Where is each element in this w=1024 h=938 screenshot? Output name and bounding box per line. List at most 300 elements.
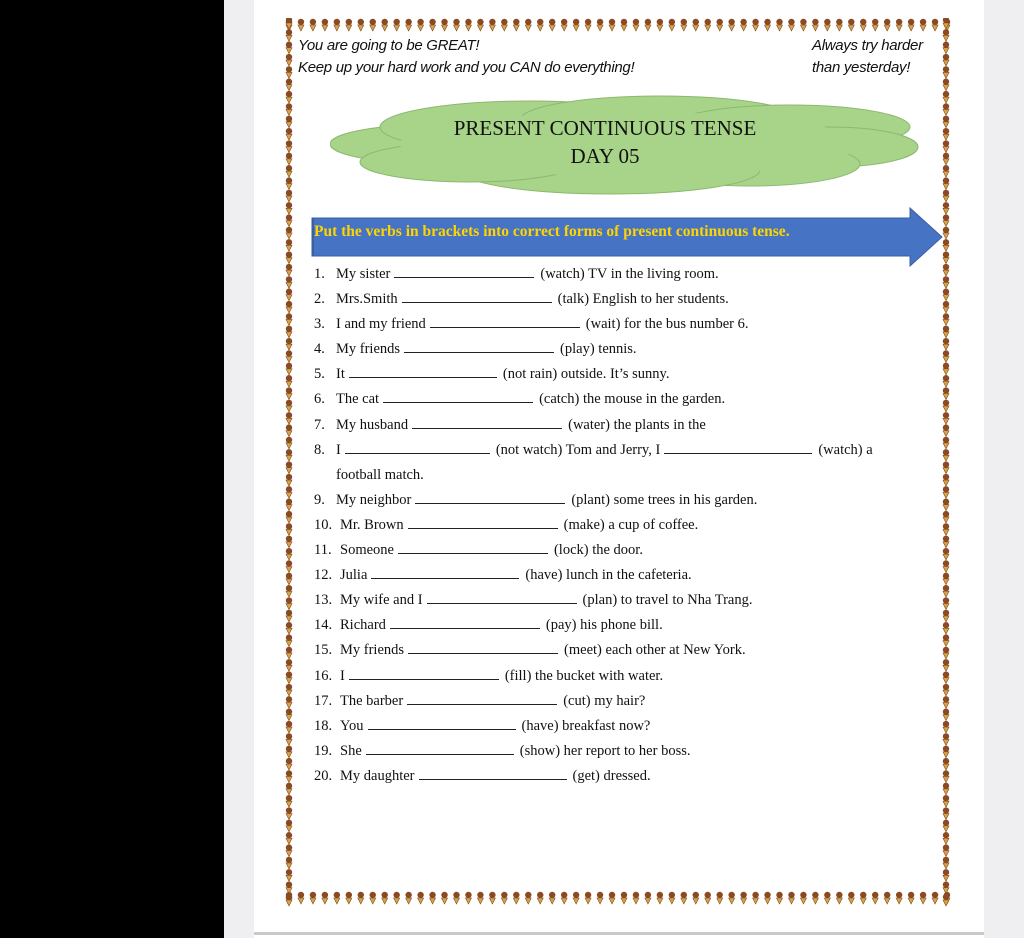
ice-cream-cone-icon bbox=[788, 19, 794, 31]
exercise-item bbox=[314, 337, 934, 362]
ice-cream-cone-icon bbox=[705, 19, 711, 31]
ice-cream-cone-icon bbox=[537, 19, 543, 31]
ice-cream-cone-icon bbox=[286, 548, 292, 560]
ice-cream-cone-icon bbox=[286, 869, 292, 881]
ice-cream-cone-icon bbox=[453, 892, 459, 904]
exercise-subject: My husband bbox=[336, 416, 409, 433]
answer-blank[interactable] bbox=[408, 514, 558, 529]
ice-cream-cone-icon bbox=[943, 474, 949, 486]
exercise-subject: My neighbor bbox=[336, 491, 412, 508]
ice-cream-cone-icon bbox=[537, 892, 543, 904]
exercise-continuation-text: football match. bbox=[336, 466, 424, 483]
ice-cream-cone-icon bbox=[824, 892, 830, 904]
exercise-number: 4. bbox=[314, 341, 325, 358]
ice-cream-cone-icon bbox=[740, 892, 746, 904]
ice-cream-cone-icon bbox=[286, 153, 292, 165]
ice-cream-cone-icon bbox=[286, 709, 292, 721]
ice-cream-cone-icon bbox=[286, 54, 292, 66]
ice-cream-cone-icon bbox=[286, 560, 292, 572]
ice-cream-cone-icon bbox=[286, 820, 292, 832]
answer-blank[interactable] bbox=[349, 363, 497, 378]
exercise-item bbox=[314, 438, 934, 463]
answer-blank[interactable] bbox=[398, 539, 548, 554]
ice-cream-cone-icon bbox=[943, 783, 949, 795]
ice-cream-cone-icon bbox=[286, 190, 292, 202]
answer-blank[interactable] bbox=[371, 564, 519, 579]
exercise-number: 14. bbox=[314, 617, 333, 634]
ice-cream-cone-icon bbox=[441, 892, 447, 904]
ice-cream-cone-icon bbox=[943, 573, 949, 585]
ice-cream-cone-icon bbox=[286, 795, 292, 807]
ice-cream-cone-icon bbox=[585, 892, 591, 904]
answer-blank[interactable] bbox=[408, 639, 558, 654]
ice-cream-cone-icon bbox=[286, 165, 292, 177]
ice-cream-cone-icon bbox=[943, 437, 949, 449]
exercise-number: 1. bbox=[314, 266, 325, 282]
ice-cream-cone-icon bbox=[477, 892, 483, 904]
answer-blank[interactable] bbox=[402, 288, 552, 303]
exercise-item bbox=[314, 689, 934, 714]
ice-cream-cone-icon bbox=[286, 264, 292, 276]
ice-cream-cone-icon bbox=[286, 474, 292, 486]
cone-border-right bbox=[940, 18, 952, 907]
answer-blank[interactable] bbox=[415, 489, 565, 504]
ice-cream-cone-icon bbox=[573, 892, 579, 904]
ice-cream-cone-icon bbox=[286, 857, 292, 869]
ice-cream-cone-icon bbox=[561, 19, 567, 31]
motto-right-line1: Always try harder bbox=[812, 37, 923, 54]
exercise-item bbox=[314, 563, 934, 588]
motto-right-line2: than yesterday! bbox=[812, 59, 911, 76]
ice-cream-cone-icon bbox=[346, 19, 352, 31]
ice-cream-cone-icon bbox=[740, 19, 746, 31]
ice-cream-cone-icon bbox=[370, 892, 376, 904]
ice-cream-cone-icon bbox=[943, 585, 949, 597]
ice-cream-cone-icon bbox=[943, 894, 949, 906]
ice-cream-cone-icon bbox=[453, 19, 459, 31]
ice-cream-cone-icon bbox=[943, 881, 949, 893]
exercise-item bbox=[314, 538, 934, 563]
ice-cream-cone-icon bbox=[943, 66, 949, 78]
exercise-number: 20. bbox=[314, 767, 333, 784]
ice-cream-cone-icon bbox=[286, 116, 292, 128]
ice-cream-cone-icon bbox=[943, 733, 949, 745]
ice-cream-cone-icon bbox=[286, 350, 292, 362]
page-edge bbox=[254, 932, 984, 935]
ice-cream-cone-icon bbox=[681, 19, 687, 31]
ice-cream-cone-icon bbox=[943, 671, 949, 683]
ice-cream-cone-icon bbox=[286, 424, 292, 436]
ice-cream-cone-icon bbox=[943, 770, 949, 782]
ice-cream-cone-icon bbox=[681, 892, 687, 904]
ice-cream-cone-icon bbox=[286, 536, 292, 548]
exercise-number: 12. bbox=[314, 567, 333, 584]
ice-cream-cone-icon bbox=[943, 116, 949, 128]
exercise-verb-hint: (catch) the mouse in the garden. bbox=[539, 391, 726, 408]
ice-cream-cone-icon bbox=[286, 733, 292, 745]
ice-cream-cone-icon bbox=[405, 19, 411, 31]
ice-cream-cone-icon bbox=[393, 892, 399, 904]
ice-cream-cone-icon bbox=[943, 165, 949, 177]
ice-cream-cone-icon bbox=[286, 449, 292, 461]
ice-cream-cone-icon bbox=[776, 19, 782, 31]
ice-cream-cone-icon bbox=[943, 622, 949, 634]
ice-cream-cone-icon bbox=[286, 696, 292, 708]
ice-cream-cone-icon bbox=[286, 375, 292, 387]
ice-cream-cone-icon bbox=[298, 19, 304, 31]
ice-cream-cone-icon bbox=[525, 892, 531, 904]
ice-cream-cone-icon bbox=[286, 770, 292, 782]
ice-cream-cone-icon bbox=[943, 832, 949, 844]
exercise-verb-hint: (pay) his phone bill. bbox=[545, 617, 663, 634]
ice-cream-cone-icon bbox=[645, 19, 651, 31]
ice-cream-cone-icon bbox=[477, 19, 483, 31]
exercise-number: 3. bbox=[314, 316, 325, 333]
ice-cream-cone-icon bbox=[896, 892, 902, 904]
worksheet-title: PRESENT CONTINUOUS TENSE bbox=[453, 116, 757, 140]
ice-cream-cone-icon bbox=[286, 894, 292, 906]
ice-cream-cone-icon bbox=[346, 892, 352, 904]
ice-cream-cone-icon bbox=[943, 153, 949, 165]
instruction-text: Put the verbs in brackets into correct forms of present continuous tense. bbox=[314, 223, 790, 240]
ice-cream-cone-icon bbox=[943, 486, 949, 498]
exercise-verb-hint: (meet) each other at New York. bbox=[564, 642, 746, 659]
ice-cream-cone-icon bbox=[812, 19, 818, 31]
ice-cream-cone-icon bbox=[513, 19, 519, 31]
ice-cream-cone-icon bbox=[286, 103, 292, 115]
ice-cream-cone-icon bbox=[286, 684, 292, 696]
ice-cream-cone-icon bbox=[693, 892, 699, 904]
exercise-item bbox=[314, 664, 934, 689]
exercise-item bbox=[314, 362, 934, 387]
ice-cream-cone-icon bbox=[943, 301, 949, 313]
exercise-continuation bbox=[314, 463, 934, 488]
exercise-item bbox=[314, 413, 934, 438]
motto-left bbox=[298, 35, 634, 79]
ice-cream-cone-icon bbox=[943, 177, 949, 189]
ice-cream-cone-icon bbox=[286, 326, 292, 338]
ice-cream-cone-icon bbox=[943, 548, 949, 560]
answer-blank[interactable] bbox=[383, 388, 533, 403]
ice-cream-cone-icon bbox=[943, 18, 949, 29]
exercise-verb-hint: (get) dressed. bbox=[572, 767, 651, 784]
ice-cream-cone-icon bbox=[943, 647, 949, 659]
ice-cream-cone-icon bbox=[286, 202, 292, 214]
ice-cream-cone-icon bbox=[334, 892, 340, 904]
ice-cream-cone-icon bbox=[932, 19, 938, 31]
ice-cream-cone-icon bbox=[501, 892, 507, 904]
exercise-item bbox=[314, 613, 934, 638]
exercise-subject: Mrs.Smith bbox=[336, 291, 398, 308]
ice-cream-cone-icon bbox=[286, 758, 292, 770]
ice-cream-cone-icon bbox=[943, 289, 949, 301]
ice-cream-cone-icon bbox=[286, 338, 292, 350]
ice-cream-cone-icon bbox=[943, 190, 949, 202]
exercise-item bbox=[314, 262, 934, 287]
exercise-item bbox=[314, 739, 934, 764]
exercise-subject: Julia bbox=[340, 567, 368, 584]
ice-cream-cone-icon bbox=[286, 881, 292, 893]
ice-cream-cone-icon bbox=[393, 19, 399, 31]
ice-cream-cone-icon bbox=[657, 892, 663, 904]
ice-cream-cone-icon bbox=[286, 177, 292, 189]
ice-cream-cone-icon bbox=[716, 892, 722, 904]
ice-cream-cone-icon bbox=[286, 400, 292, 412]
answer-blank[interactable] bbox=[349, 665, 499, 680]
exercise-list bbox=[314, 262, 934, 789]
ice-cream-cone-icon bbox=[884, 892, 890, 904]
ice-cream-cone-icon bbox=[943, 560, 949, 572]
exercise-verb-hint: (play) tennis. bbox=[560, 341, 637, 358]
ice-cream-cone-icon bbox=[943, 684, 949, 696]
exercise-subject: The cat bbox=[336, 391, 380, 408]
exercise-item bbox=[314, 287, 934, 312]
ice-cream-cone-icon bbox=[943, 449, 949, 461]
answer-blank[interactable] bbox=[345, 439, 490, 454]
ice-cream-cone-icon bbox=[286, 66, 292, 78]
exercise-number: 7. bbox=[314, 416, 325, 433]
exercise-item bbox=[314, 714, 934, 739]
ice-cream-cone-icon bbox=[549, 19, 555, 31]
left-black-area bbox=[0, 0, 224, 938]
ice-cream-cone-icon bbox=[908, 19, 914, 31]
ice-cream-cone-icon bbox=[286, 721, 292, 733]
ice-cream-cone-icon bbox=[943, 91, 949, 103]
ice-cream-cone-icon bbox=[932, 892, 938, 904]
ice-cream-cone-icon bbox=[860, 19, 866, 31]
ice-cream-cone-icon bbox=[549, 892, 555, 904]
ice-cream-cone-icon bbox=[872, 19, 878, 31]
exercise-number: 5. bbox=[314, 366, 325, 383]
ice-cream-cone-icon bbox=[943, 128, 949, 140]
ice-cream-cone-icon bbox=[382, 19, 388, 31]
ice-cream-cone-icon bbox=[943, 659, 949, 671]
ice-cream-cone-icon bbox=[322, 892, 328, 904]
ice-cream-cone-icon bbox=[669, 19, 675, 31]
ice-cream-cone-icon bbox=[286, 437, 292, 449]
ice-cream-cone-icon bbox=[489, 19, 495, 31]
motto-left-line2: Keep up your hard work and you CAN do everything! bbox=[298, 59, 635, 76]
ice-cream-cone-icon bbox=[286, 597, 292, 609]
ice-cream-cone-icon bbox=[286, 461, 292, 473]
ice-cream-cone-icon bbox=[286, 746, 292, 758]
ice-cream-cone-icon bbox=[286, 18, 292, 29]
exercise-verb-hint: (watch) TV in the living room. bbox=[540, 266, 719, 282]
ice-cream-cone-icon bbox=[943, 54, 949, 66]
ice-cream-cone-icon bbox=[286, 783, 292, 795]
motto-left-line1: You are going to be GREAT! bbox=[298, 37, 480, 54]
ice-cream-cone-icon bbox=[943, 869, 949, 881]
ice-cream-cone-icon bbox=[943, 326, 949, 338]
answer-blank[interactable] bbox=[368, 715, 516, 730]
exercise-item bbox=[314, 638, 934, 663]
ice-cream-cone-icon bbox=[501, 19, 507, 31]
motto-right bbox=[812, 35, 923, 79]
ice-cream-cone-icon bbox=[943, 140, 949, 152]
exercise-number: 10. bbox=[314, 516, 333, 533]
ice-cream-cone-icon bbox=[752, 19, 758, 31]
ice-cream-cone-icon bbox=[370, 19, 376, 31]
ice-cream-cone-icon bbox=[429, 892, 435, 904]
ice-cream-cone-icon bbox=[800, 892, 806, 904]
exercise-item bbox=[314, 764, 934, 789]
ice-cream-cone-icon bbox=[286, 523, 292, 535]
ice-cream-cone-icon bbox=[884, 19, 890, 31]
exercise-subject: My sister bbox=[336, 266, 391, 282]
ice-cream-cone-icon bbox=[943, 523, 949, 535]
ice-cream-cone-icon bbox=[716, 19, 722, 31]
ice-cream-cone-icon bbox=[609, 19, 615, 31]
ice-cream-cone-icon bbox=[286, 832, 292, 844]
ice-cream-cone-icon bbox=[405, 892, 411, 904]
ice-cream-cone-icon bbox=[943, 79, 949, 91]
ice-cream-cone-icon bbox=[465, 892, 471, 904]
ice-cream-cone-icon bbox=[465, 19, 471, 31]
ice-cream-cone-icon bbox=[943, 461, 949, 473]
ice-cream-cone-icon bbox=[286, 313, 292, 325]
exercise-item bbox=[314, 488, 934, 513]
ice-cream-cone-icon bbox=[286, 634, 292, 646]
ice-cream-cone-icon bbox=[943, 424, 949, 436]
ice-cream-cone-icon bbox=[286, 363, 292, 375]
answer-blank[interactable] bbox=[664, 439, 812, 454]
exercise-verb-hint: (watch) a bbox=[818, 441, 873, 458]
ice-cream-cone-icon bbox=[597, 19, 603, 31]
exercise-subject: I and my friend bbox=[336, 316, 426, 333]
ice-cream-cone-icon bbox=[657, 19, 663, 31]
exercise-subject: My daughter bbox=[340, 767, 415, 784]
ice-cream-cone-icon bbox=[943, 350, 949, 362]
ice-cream-cone-icon bbox=[597, 892, 603, 904]
ice-cream-cone-icon bbox=[943, 709, 949, 721]
ice-cream-cone-icon bbox=[943, 103, 949, 115]
exercise-number: 9. bbox=[314, 491, 325, 508]
exercise-number: 11. bbox=[314, 542, 332, 559]
ice-cream-cone-icon bbox=[286, 610, 292, 622]
ice-cream-cone-icon bbox=[943, 338, 949, 350]
ice-cream-cone-icon bbox=[382, 892, 388, 904]
ice-cream-cone-icon bbox=[943, 412, 949, 424]
exercise-item bbox=[314, 513, 934, 538]
ice-cream-cone-icon bbox=[585, 19, 591, 31]
exercise-number: 15. bbox=[314, 642, 333, 659]
ice-cream-cone-icon bbox=[943, 634, 949, 646]
ice-cream-cone-icon bbox=[764, 19, 770, 31]
ice-cream-cone-icon bbox=[286, 622, 292, 634]
ice-cream-cone-icon bbox=[943, 276, 949, 288]
exercise-verb-hint: (talk) English to her students. bbox=[557, 291, 729, 308]
ice-cream-cone-icon bbox=[286, 128, 292, 140]
worksheet-day: DAY 05 bbox=[570, 144, 640, 168]
answer-blank[interactable] bbox=[366, 740, 514, 755]
answer-blank[interactable] bbox=[430, 313, 580, 328]
ice-cream-cone-icon bbox=[728, 19, 734, 31]
ice-cream-cone-icon bbox=[943, 795, 949, 807]
ice-cream-cone-icon bbox=[286, 301, 292, 313]
exercise-subject: My friends bbox=[336, 341, 401, 358]
exercise-number: 16. bbox=[314, 667, 333, 684]
ice-cream-cone-icon bbox=[943, 29, 949, 41]
answer-blank[interactable] bbox=[394, 263, 534, 278]
ice-cream-cone-icon bbox=[513, 892, 519, 904]
answer-blank[interactable] bbox=[419, 765, 567, 780]
ice-cream-cone-icon bbox=[645, 892, 651, 904]
exercise-subject: You bbox=[340, 717, 364, 734]
ice-cream-cone-icon bbox=[286, 844, 292, 856]
ice-cream-cone-icon bbox=[943, 807, 949, 819]
exercise-verb-hint: (lock) the door. bbox=[553, 542, 643, 559]
ice-cream-cone-icon bbox=[322, 19, 328, 31]
ice-cream-cone-icon bbox=[286, 659, 292, 671]
ice-cream-cone-icon bbox=[286, 511, 292, 523]
ice-cream-cone-icon bbox=[441, 19, 447, 31]
exercise-verb-hint: (plan) to travel to Nha Trang. bbox=[582, 592, 753, 609]
ice-cream-cone-icon bbox=[525, 19, 531, 31]
exercise-verb-hint: (wait) for the bus number 6. bbox=[585, 316, 749, 333]
ice-cream-cone-icon bbox=[358, 19, 364, 31]
ice-cream-cone-icon bbox=[908, 892, 914, 904]
answer-blank[interactable] bbox=[407, 690, 557, 705]
exercise-verb-hint: (not watch) Tom and Jerry, I bbox=[495, 441, 661, 458]
ice-cream-cone-icon bbox=[943, 499, 949, 511]
ice-cream-cone-icon bbox=[669, 892, 675, 904]
ice-cream-cone-icon bbox=[943, 758, 949, 770]
ice-cream-cone-icon bbox=[943, 313, 949, 325]
ice-cream-cone-icon bbox=[286, 140, 292, 152]
ice-cream-cone-icon bbox=[310, 19, 316, 31]
ice-cream-cone-icon bbox=[310, 892, 316, 904]
cone-border-top bbox=[285, 18, 951, 34]
exercise-subject: Richard bbox=[340, 617, 386, 634]
answer-blank[interactable] bbox=[404, 338, 554, 353]
answer-blank[interactable] bbox=[427, 589, 577, 604]
ice-cream-cone-icon bbox=[800, 19, 806, 31]
answer-blank[interactable] bbox=[390, 614, 540, 629]
ice-cream-cone-icon bbox=[298, 892, 304, 904]
ice-cream-cone-icon bbox=[943, 610, 949, 622]
ice-cream-cone-icon bbox=[286, 412, 292, 424]
ice-cream-cone-icon bbox=[286, 42, 292, 54]
exercise-subject: It bbox=[336, 366, 345, 383]
ice-cream-cone-icon bbox=[286, 91, 292, 103]
ice-cream-cone-icon bbox=[286, 647, 292, 659]
exercise-verb-hint: (cut) my hair? bbox=[563, 692, 646, 709]
ice-cream-cone-icon bbox=[286, 573, 292, 585]
exercise-subject: The barber bbox=[340, 692, 404, 709]
exercise-verb-hint: (plant) some trees in his garden. bbox=[571, 491, 758, 508]
exercise-number: 17. bbox=[314, 692, 333, 709]
ice-cream-cone-icon bbox=[943, 696, 949, 708]
ice-cream-cone-icon bbox=[286, 807, 292, 819]
ice-cream-cone-icon bbox=[633, 892, 639, 904]
exercise-number: 6. bbox=[314, 391, 325, 408]
exercise-subject: I bbox=[336, 441, 341, 458]
ice-cream-cone-icon bbox=[764, 892, 770, 904]
exercise-number: 8. bbox=[314, 441, 325, 458]
ice-cream-cone-icon bbox=[943, 400, 949, 412]
ice-cream-cone-icon bbox=[633, 19, 639, 31]
ice-cream-cone-icon bbox=[286, 289, 292, 301]
ice-cream-cone-icon bbox=[693, 19, 699, 31]
ice-cream-cone-icon bbox=[812, 892, 818, 904]
ice-cream-cone-icon bbox=[334, 19, 340, 31]
ice-cream-cone-icon bbox=[286, 499, 292, 511]
ice-cream-cone-icon bbox=[705, 892, 711, 904]
ice-cream-cone-icon bbox=[836, 892, 842, 904]
answer-blank[interactable] bbox=[412, 414, 562, 429]
ice-cream-cone-icon bbox=[836, 19, 842, 31]
ice-cream-cone-icon bbox=[417, 19, 423, 31]
